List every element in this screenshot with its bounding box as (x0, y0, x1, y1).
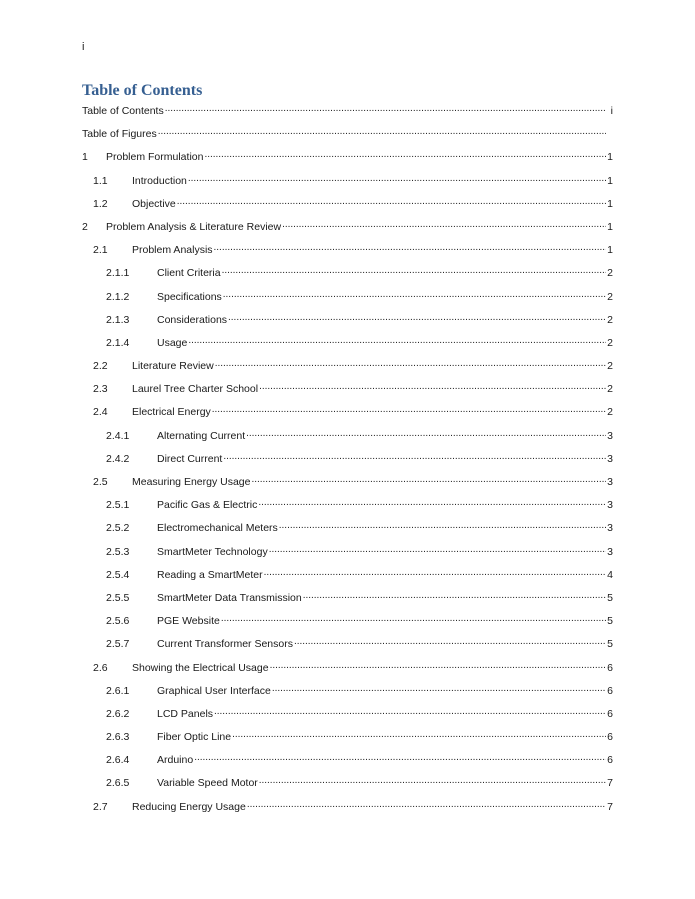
toc-entry-title: Measuring Energy Usage (132, 476, 251, 488)
toc-entry-title: Problem Analysis & Literature Review (106, 220, 282, 233)
toc-entry-page: 4 (607, 568, 613, 581)
toc-entry-title: Usage (157, 336, 188, 349)
dot-leader (204, 148, 606, 160)
toc-entry[interactable] (82, 146, 613, 169)
toc-entry-title: SmartMeter Technology (157, 545, 268, 558)
toc-entry[interactable] (82, 471, 613, 494)
toc-entry-page: 2 (607, 313, 613, 326)
dot-leader (247, 798, 606, 810)
toc-entry[interactable] (82, 239, 613, 262)
toc-entry-title: Problem Formulation (106, 151, 204, 164)
toc-entry[interactable] (82, 448, 613, 471)
toc-entry-page: 1 (607, 174, 613, 187)
toc-entry[interactable] (82, 703, 613, 726)
toc-entry-page: 3 (607, 499, 613, 512)
toc-entry-number: 1.1 (93, 174, 108, 187)
dot-leader (188, 334, 606, 346)
dot-leader (223, 288, 606, 300)
toc-entry-title: Graphical User Interface (157, 684, 271, 697)
dot-leader (228, 311, 606, 323)
dot-leader (215, 357, 606, 369)
toc-entry-number: 2.6.1 (106, 684, 130, 697)
dot-leader (303, 589, 606, 601)
toc-entry-page: 7 (607, 800, 613, 813)
toc-entry-title: Fiber Optic Line (157, 731, 232, 744)
toc-entry-title: Pacific Gas & Electric (157, 499, 258, 512)
toc-entry-title: Client Criteria (157, 267, 221, 280)
toc-entry[interactable] (82, 309, 613, 332)
toc-entry-number: 2.4.1 (106, 429, 130, 442)
dot-leader (214, 241, 606, 253)
toc-entry-number: 2.1.3 (106, 313, 130, 326)
toc-entry[interactable] (82, 749, 613, 772)
toc-entry-title: LCD Panels (157, 707, 214, 720)
toc-entry-number: 2.6.3 (106, 731, 130, 744)
toc-entry-page: 2 (607, 336, 613, 349)
toc-entry-title: Literature Review (132, 360, 214, 373)
toc-entry-page: 2 (607, 290, 613, 303)
toc-entry-number: 2.1.1 (106, 267, 130, 280)
toc-entry[interactable] (82, 123, 613, 146)
toc-entry-number: 2.5.3 (106, 545, 130, 558)
toc-entry[interactable] (82, 772, 613, 795)
toc-entry-number: 2.5.2 (106, 522, 130, 535)
toc-entry[interactable] (82, 517, 613, 540)
toc-entry-title: Electrical Energy (132, 406, 211, 419)
toc-entry[interactable] (82, 100, 613, 123)
toc-entry-page: 5 (607, 615, 613, 628)
toc-entry-page: 3 (607, 429, 613, 442)
toc-entry[interactable] (82, 796, 613, 819)
dot-leader (269, 543, 606, 555)
dot-leader (258, 496, 606, 508)
toc-entry-title: Objective (132, 197, 176, 210)
toc-entry-number: 2.7 (93, 800, 108, 813)
toc-entry-page: 3 (607, 522, 613, 535)
toc-entry-number: 2 (82, 220, 88, 233)
dot-leader (177, 195, 606, 207)
toc-entry-number: 2.4.2 (106, 452, 130, 465)
toc-entry-page: 6 (607, 731, 613, 744)
dot-leader (222, 264, 606, 276)
toc-entry[interactable] (82, 378, 613, 401)
toc-entry-page: 7 (607, 777, 613, 790)
toc-entry[interactable] (82, 633, 613, 656)
toc-entry-page: 2 (607, 267, 613, 280)
toc-entry-title: Alternating Current (157, 429, 246, 442)
toc-entry-number: 2.3 (93, 383, 108, 396)
toc-entry-number: 2.4 (93, 406, 108, 419)
toc-entry-page: 3 (607, 476, 613, 488)
toc-entry-page: 2 (607, 360, 613, 373)
toc-entry-title: Introduction (132, 174, 187, 187)
toc-entry[interactable] (82, 610, 613, 633)
toc-entry[interactable] (82, 355, 613, 378)
toc-entry-title: Table of Contents (82, 105, 164, 117)
toc-entry-page: 1 (607, 220, 613, 233)
dot-leader (158, 125, 606, 137)
toc-entry-number: 2.6.2 (106, 707, 130, 720)
toc-entry-title: Reducing Energy Usage (132, 800, 246, 813)
toc-entry-title: Specifications (157, 290, 222, 303)
toc-entry-number: 2.5.6 (106, 615, 130, 628)
toc-entry-page: 5 (607, 638, 613, 651)
toc-entry-page: 5 (607, 591, 613, 604)
toc-entry-title: SmartMeter Data Transmission (157, 591, 302, 604)
dot-leader (194, 751, 606, 763)
dot-leader (221, 612, 606, 624)
toc-entry-number: 2.2 (93, 360, 108, 373)
dot-leader (270, 659, 606, 671)
toc-entry-number: 2.5.5 (106, 591, 130, 604)
toc-entry-number: 2.6.4 (106, 754, 130, 767)
dot-leader (223, 450, 606, 462)
dot-leader (251, 473, 606, 485)
toc-entry-title: Reading a SmartMeter (157, 568, 263, 581)
toc-heading: Table of Contents (82, 82, 203, 99)
toc-entry-title: Arduino (157, 754, 194, 767)
toc-entry-number: 2.1 (93, 244, 108, 257)
toc-entry-page: 1 (607, 151, 613, 164)
dot-leader (279, 519, 606, 531)
dot-leader (165, 102, 606, 114)
toc-entry-page: 1 (607, 244, 613, 257)
toc-entry-title: Electromechanical Meters (157, 522, 278, 535)
toc-entry-title: Table of Figures (82, 128, 157, 141)
dot-leader (214, 705, 606, 717)
dot-leader (259, 380, 606, 392)
toc-entry[interactable] (82, 726, 613, 749)
toc-entry-number: 2.5.4 (106, 568, 130, 581)
toc-list (82, 100, 613, 819)
toc-entry[interactable] (82, 587, 613, 610)
toc-entry-number: 2.5 (93, 476, 108, 488)
toc-entry[interactable] (82, 286, 613, 309)
toc-entry-page: 6 (607, 661, 613, 674)
toc-entry-title: PGE Website (157, 615, 220, 628)
toc-entry-title: Laurel Tree Charter School (132, 383, 259, 396)
toc-entry[interactable] (82, 541, 613, 564)
toc-entry-page: 2 (607, 406, 613, 419)
toc-entry-title: Considerations (157, 313, 228, 326)
toc-entry[interactable] (82, 262, 613, 285)
toc-entry[interactable] (82, 193, 613, 216)
toc-entry-page: 2 (607, 383, 613, 396)
dot-leader (246, 427, 606, 439)
toc-entry-page: i (610, 105, 613, 117)
toc-entry-title: Variable Speed Motor (157, 777, 258, 790)
toc-entry-page: 6 (607, 707, 613, 720)
toc-entry[interactable] (82, 216, 613, 239)
toc-entry[interactable] (82, 332, 613, 355)
toc-entry-number: 2.1.2 (106, 290, 130, 303)
toc-entry[interactable] (82, 680, 613, 703)
dot-leader (259, 774, 606, 786)
toc-entry[interactable] (82, 170, 613, 193)
dot-leader (294, 635, 606, 647)
toc-entry-page: 3 (607, 452, 613, 465)
toc-entry-page: 6 (607, 684, 613, 697)
toc-entry-title: Current Transformer Sensors (157, 638, 293, 651)
toc-entry[interactable] (82, 564, 613, 587)
toc-entry-page: 1 (607, 197, 613, 210)
toc-entry-page: 3 (607, 545, 613, 558)
toc-entry-number: 2.6 (93, 661, 108, 674)
dot-leader (282, 218, 606, 230)
dot-leader (188, 172, 606, 184)
toc-entry-number: 2.6.5 (106, 777, 130, 790)
toc-entry-number: 1 (82, 151, 88, 164)
toc-entry-number: 2.5.1 (106, 499, 130, 512)
toc-entry-title: Direct Current (157, 452, 223, 465)
toc-entry-title: Showing the Electrical Usage (132, 661, 269, 674)
dot-leader (232, 728, 606, 740)
dot-leader (212, 403, 606, 415)
toc-entry-number: 2.1.4 (106, 336, 130, 349)
dot-leader (264, 566, 606, 578)
toc-entry-number: 1.2 (93, 197, 108, 210)
page-number: i (82, 41, 85, 53)
toc-entry-number: 2.5.7 (106, 638, 130, 651)
dot-leader (272, 682, 606, 694)
toc-entry-title: Problem Analysis (132, 244, 213, 257)
toc-entry-page: 6 (607, 754, 613, 767)
toc-entry[interactable] (82, 657, 613, 680)
toc-entry[interactable] (82, 494, 613, 517)
toc-entry[interactable] (82, 401, 613, 424)
toc-entry[interactable] (82, 425, 613, 448)
